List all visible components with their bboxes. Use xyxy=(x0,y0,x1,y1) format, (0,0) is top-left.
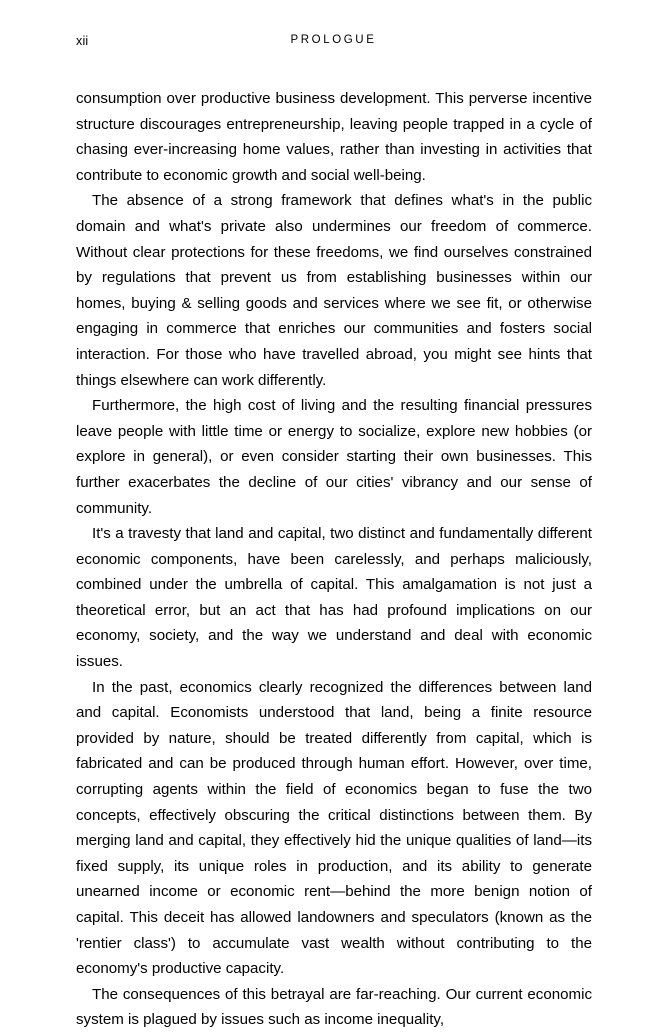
paragraph: The consequences of this betrayal are far-reaching. Our current economic system is plagued by issues such as income inequality, xyxy=(76,985,592,1029)
paragraph: It's a travesty that land and capital, two distinct and fundamentally different economic components, have been carelessly, and perhaps maliciously, combined under the umbrella of capital. This amalgamation is not just a theoretical error, but an act that has had profound implications on our economy, society, and the way we understand and deal with economic issues. xyxy=(76,525,592,671)
chapter-title: PROLOGUE xyxy=(290,34,377,46)
page-number: xii xyxy=(76,34,89,48)
running-head xyxy=(76,34,591,52)
paragraph: Furthermore, the high cost of living and the resulting financial pressures leave people with little time or energy to socialize, explore new hobbies (or explore in general), or even consider starting their own businesses. This further exacerbates the decline of our cities' vibrancy and our sense of community. xyxy=(76,397,592,517)
paragraph: consumption over productive business development. This perverse incentive structure discourages entrepreneurship, leaving people trapped in a cycle of chasing ever-increasing home values, rather than investing in activities that contribute to economic growth and social well-being. xyxy=(76,90,592,184)
paragraph: In the past, economics clearly recognized the differences between land and capital. Economists understood that land, being a finite resource provided by nature, should be treated differently from capital, which is fabricated and can be produced through human effort. However, over time, corrupting agents within the field of economics began to fuse the two concepts, effectively obscuring the critical distinctions between them. By merging land and capital, they effectively hid the unique qualities of land—its fixed supply, its unique roles in production, and its ability to generate unearned income or economic rent—behind the more benign notion of capital. This deceit has allowed landowners and speculators (known as the 'rentier class') to accumulate vast wealth without contributing to the economy's productive capacity. xyxy=(76,678,592,978)
body-text xyxy=(76,86,592,1033)
paragraph: The absence of a strong framework that defines what's in the public domain and what's private also undermines our freedom of commerce. Without clear protections for these freedoms, we find ourselves constrained by regulations that prevent us from establishing businesses within our homes, buying & selling goods and services where we see fit, or otherwise engaging in commerce that enriches our communities and fosters social interaction. For those who have travelled abroad, you might see hints that things elsewhere can work differently. xyxy=(76,192,592,389)
